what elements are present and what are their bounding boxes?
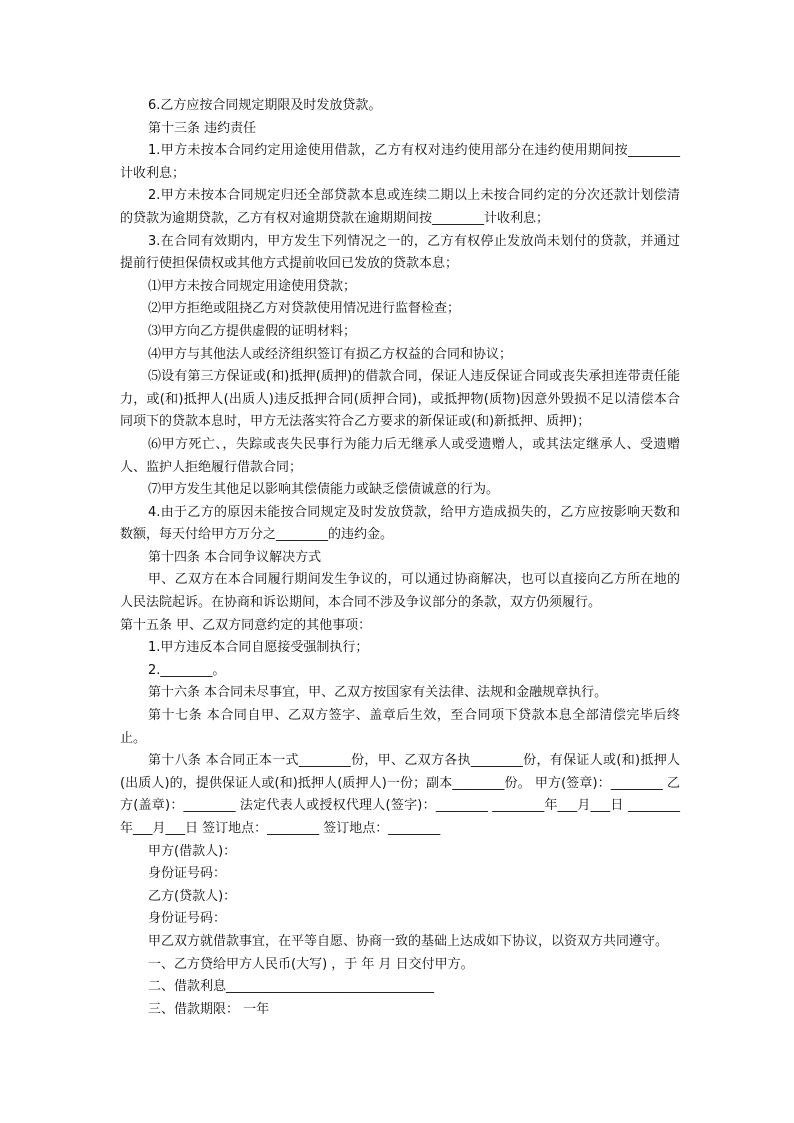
- list-item: ⑷甲方与其他法人或经济组织签订有损乙方权益的合同和协议；: [148, 346, 513, 362]
- contract-clause: 1.甲方未按本合同约定用途使用借款，乙方有权对违约使用部分在违约使用期间按________计收利息；: [120, 143, 680, 181]
- contract-clause: 二、借款利息________________________________: [148, 979, 435, 995]
- contract-clause: 2.________。: [148, 662, 226, 678]
- document-body: [120, 95, 680, 1021]
- contract-clause: 3.在合同有效期内，甲方发生下列情况之一的，乙方有权停止发放尚未划付的贷款，并通过提前行使担保债权或其他方式提前收回已发放的贷款本息；: [120, 233, 680, 272]
- contract-clause: 4.由于乙方的原因未能按合同规定及时发放贷款，给甲方造成损失的，乙方应按影响天数和数额，每天付给甲方万分之________的违约金。: [120, 504, 680, 543]
- list-item: ⑺甲方发生其他足以影响其偿债能力或缺乏偿债诚意的行为。: [148, 482, 500, 498]
- list-item: ⑸设有第三方保证或(和)抵押(质押)的借款合同，保证人违反保证合同或丧失承担连带责任能力，或(和)抵押人(出质人)违反抵押合同(质押合同)，或抵押物(质物)因意外毁损不足以清偿本合同项下的贷款本息时，甲方无法落实符合乙方要求的新保证或(和)新抵押、质押)；: [120, 369, 680, 430]
- party-field: 乙方(贷款人)：: [148, 888, 237, 904]
- party-field: 甲方(借款人)：: [148, 843, 237, 859]
- list-item: ⑶甲方向乙方提供虚假的证明材料；: [148, 323, 357, 339]
- contract-clause: 甲、乙双方在本合同履行期间发生争议的，可以通过协商解决，也可以直接向乙方所在地的人民法院起诉。在协商和诉讼期间，本合同不涉及争议部分的条款，双方仍须履行。: [120, 572, 680, 611]
- section-heading: 第十四条 本合同争议解决方式: [148, 549, 322, 565]
- list-item: ⑴甲方未按合同规定用途使用贷款；: [148, 278, 357, 294]
- section-heading: 第十三条 违约责任: [148, 120, 257, 136]
- contract-clause: 一、乙方贷给甲方人民币(大写) ，于 年 月 日交付甲方。: [148, 956, 474, 972]
- section-heading: 第十五条 甲、乙双方同意约定的其他事项：: [120, 617, 372, 633]
- list-item: ⑵甲方拒绝或阻挠乙方对贷款使用情况进行监督检查；: [148, 301, 461, 317]
- contract-clause: 甲乙双方就借款事宜，在平等自愿、协商一致的基础上达成如下协议，以资双方共同遵守。: [148, 933, 669, 949]
- contract-clause: 第十六条 本合同未尽事宜，甲、乙双方按国家有关法律、法规和金融规章执行。: [148, 685, 608, 701]
- contract-clause: 2.甲方未按本合同规定归还全部贷款本息或连续二期以上未按合同约定的分次还款计划偿清的贷款为逾期贷款，乙方有权对逾期贷款在逾期期间按________计收利息；: [120, 188, 680, 226]
- contract-clause: 1.甲方违反本合同自愿接受强制执行；: [148, 640, 369, 656]
- contract-clause: 三、借款期限： 一年: [148, 1001, 270, 1017]
- signature-block: 第十八条 本合同正本一式________份，甲、乙双方各执________份，有保证人或(和)抵押人(出质人)的，提供保证人或(和)抵押人(质押人)一份；副本________份。 甲方(签章)：________ 乙方(盖章)：________ 法定代表人或授权代理人(签字)：________ ________年___月___日 ________年___月___日 签订地点：________ 签订地点：________: [120, 753, 680, 836]
- list-item: ⑹甲方死亡、，失踪或丧失民事行为能力后无继承人或受遗赠人，或其法定继承人、受遗赠人、监护人拒绝履行借款合同；: [120, 436, 680, 475]
- contract-clause: 第十七条 本合同自甲、乙双方签字、盖章后生效，至合同项下贷款本息全部清偿完毕后终止。: [120, 708, 680, 746]
- party-field: 身份证号码：: [148, 866, 227, 882]
- contract-clause: 6.乙方应按合同规定期限及时发放贷款。: [148, 98, 382, 113]
- party-field: 身份证号码：: [148, 911, 227, 927]
